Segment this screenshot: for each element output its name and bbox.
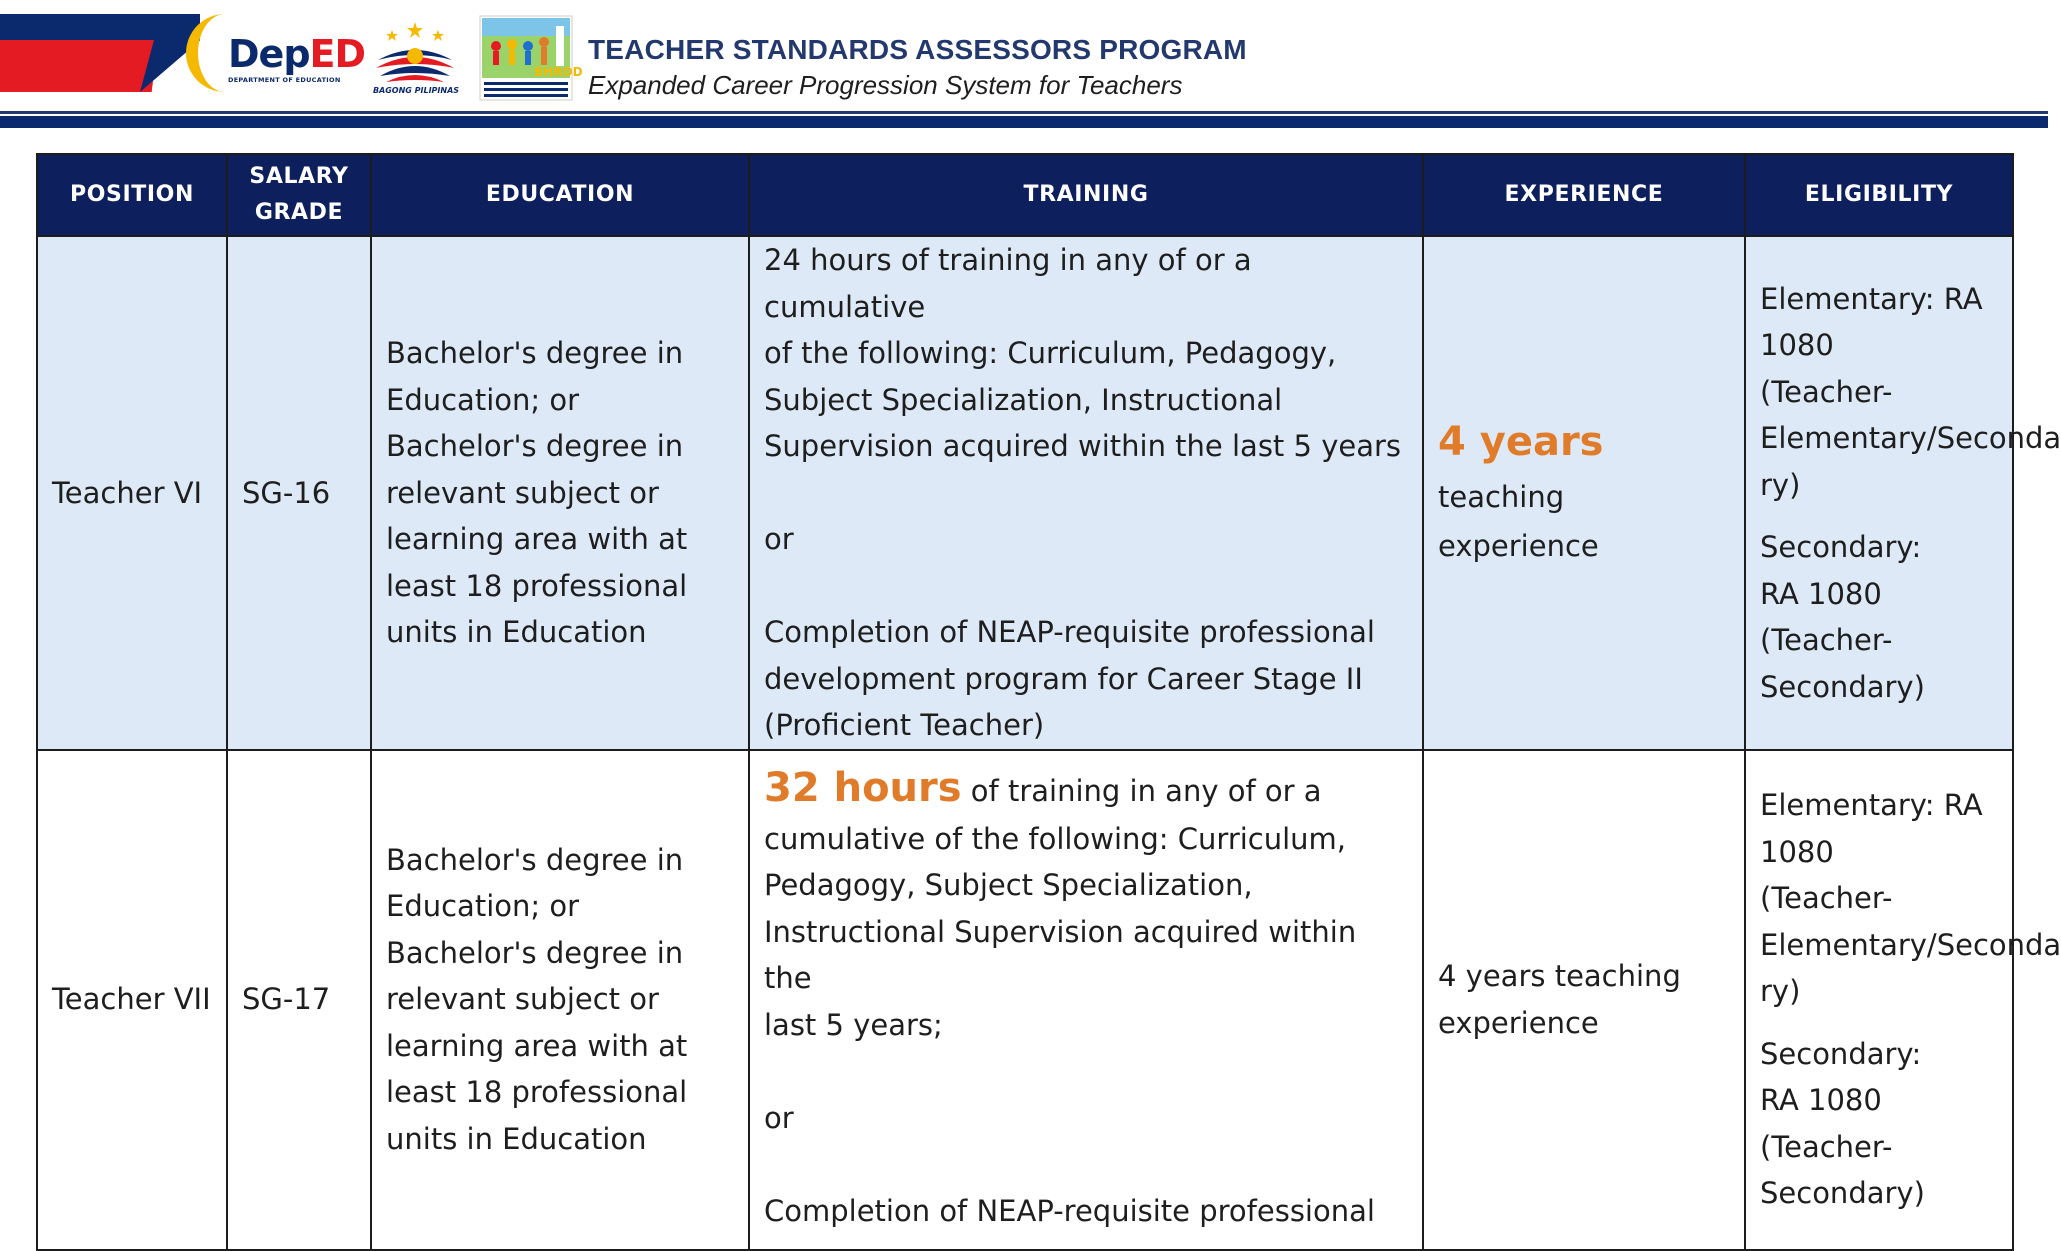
- cell-position: Teacher VII: [37, 750, 227, 1250]
- experience-years-highlight: 4 years: [1438, 419, 1604, 465]
- qualification-standards-table: [36, 153, 2061, 1251]
- table-row: [37, 236, 2013, 750]
- cell-salary-grade: SG-17: [227, 750, 371, 1250]
- program-title-block: [588, 34, 1247, 101]
- deped-logo-subtext: DEPARTMENT OF EDUCATION: [228, 76, 341, 84]
- cell-education: Bachelor's degree in Education; or Bachelor's degree in relevant subject or learning area with at least 18 professional units in Education: [371, 750, 749, 1250]
- deped-logo-dep: Dep: [228, 32, 310, 76]
- deped-logo: [228, 32, 366, 88]
- cell-training: 32 hours of training in any of or a cumulative of the following: Curriculum, Pedagogy, Subject Specialization, Instructional Supervision acquired within the last 5 years; or Completion of NEAP-requisite professional: [749, 750, 1423, 1250]
- cell-eligibility: Elementary: RA 1080 (Teacher- Elementary/Seconda ry) Secondary: RA 1080 (Teacher- Secondary): [1745, 236, 2013, 750]
- cell-salary-grade: SG-16: [227, 236, 371, 750]
- program-title: TEACHER STANDARDS ASSESSORS PROGRAM: [588, 34, 1247, 65]
- header-rule-thick: [0, 116, 2048, 128]
- flag-stripe-red: [0, 40, 158, 92]
- table-header-row: [37, 154, 2013, 236]
- header-banner: [0, 0, 2048, 132]
- cell-training: 24 hours of training in any of or a cumulative of the following: Curriculum, Pedagogy, Subject Specialization, Instructional Supervision acquired within the last 5 years or Completion of NEAP-requisite professional development program for Career Stage II (Proficient Teacher): [749, 236, 1423, 750]
- cell-eligibility: Elementary: RA 1080 (Teacher- Elementary/Seconda ry) Secondary: RA 1080 (Teacher- Secondary): [1745, 750, 2013, 1250]
- cell-experience: 4 years teaching experience: [1423, 236, 1745, 750]
- header-salary-grade: SALARY GRADE: [227, 154, 371, 236]
- bagong-pilipinas-text: BAGONG PILIPINAS: [372, 86, 460, 95]
- training-hours-highlight: 32 hours: [764, 764, 962, 811]
- cell-position: Teacher VI: [37, 236, 227, 750]
- header-position: POSITION: [37, 154, 227, 236]
- table-row: [37, 750, 2013, 1250]
- program-subtitle: Expanded Career Progression System for Teachers: [588, 70, 1183, 100]
- header-eligibility: ELIGIBILITY: [1745, 154, 2013, 236]
- deped-logo-ed: ED: [309, 32, 366, 76]
- header-education: EDUCATION: [371, 154, 749, 236]
- header-training: TRAINING: [749, 154, 1423, 236]
- bhrod-logo-icon: [480, 16, 583, 100]
- bagong-pilipinas-logo-icon: [372, 20, 458, 96]
- cell-education: Bachelor's degree in Education; or Bachelor's degree in relevant subject or learning area with at least 18 professional units in Education: [371, 236, 749, 750]
- bhrod-logo-text: BHROD: [534, 65, 583, 79]
- header-rule-thin: [0, 111, 2048, 114]
- cell-experience: 4 years teaching experience: [1423, 750, 1745, 1250]
- header-experience: EXPERIENCE: [1423, 154, 1745, 236]
